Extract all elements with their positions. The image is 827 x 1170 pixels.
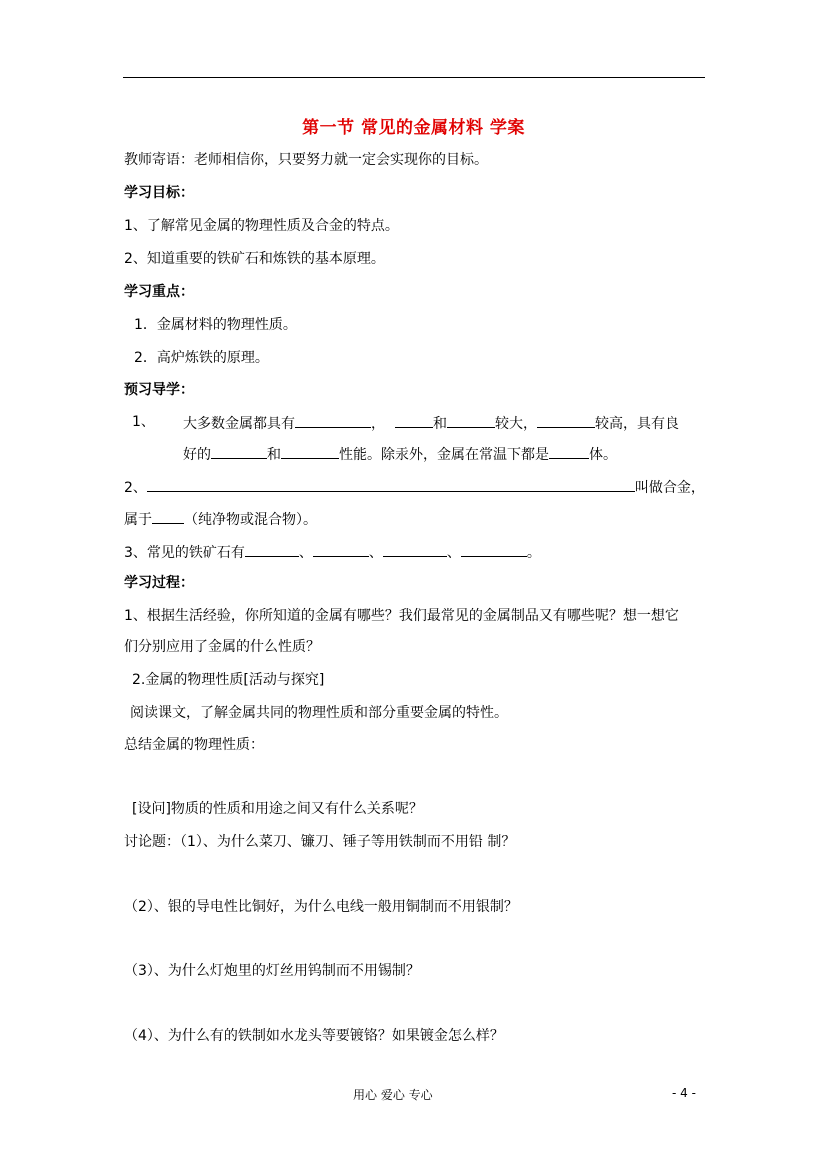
q1-text-c: 和 <box>433 416 447 432</box>
goal-item-2: 2、知道重要的铁矿石和炼铁的基本原理。 <box>124 251 385 267</box>
answer-blank[interactable] <box>549 444 589 459</box>
goals-heading: 学习目标： <box>124 185 194 201</box>
q3-end: 。 <box>526 545 541 561</box>
discussion-2: （2）、银的导电性比铜好，为什么电线一般用铜制而不用银制？ <box>124 899 518 915</box>
q2-text-b: 属于 <box>124 512 152 528</box>
question-prompt: [设问]物质的性质和用途之间又有什么关系呢？ <box>132 801 423 817</box>
answer-blank[interactable] <box>461 542 527 557</box>
process-item-1-line-1: 1、根据生活经验，你所知道的金属有哪些？我们最常见的金属制品又有哪些呢？想一想它 <box>124 608 679 624</box>
q1-line-1 <box>183 413 679 433</box>
q1-text-b: ， <box>371 416 385 432</box>
key-point-1: 1．金属材料的物理性质。 <box>134 317 297 333</box>
key-points-heading: 学习重点： <box>124 284 194 300</box>
q1-text-e: 较高，具有良 <box>595 416 679 432</box>
answer-blank[interactable] <box>147 477 635 492</box>
answer-blank[interactable] <box>395 413 433 428</box>
answer-blank[interactable] <box>281 444 339 459</box>
process-item-2: 2.金属的物理性质[活动与探究] <box>132 672 325 688</box>
page-number: - 4 - <box>672 1086 696 1100</box>
q2-text-c: （纯净物或混合物）。 <box>184 512 317 528</box>
answer-blank[interactable] <box>245 542 299 557</box>
q1-number: 1、 <box>132 414 155 430</box>
reading-instruction: 阅读课文，了解金属共同的物理性质和部分重要金属的特性。 <box>130 705 508 721</box>
header-rule <box>123 77 705 78</box>
q1-text-d: 较大， <box>495 416 537 432</box>
q3-sep: 、 <box>298 545 313 561</box>
page-title: 第一节 常见的金属材料 学案 <box>302 118 525 138</box>
answer-blank[interactable] <box>211 444 267 459</box>
q1-text-h: 性能。除汞外，金属在常温下都是 <box>339 447 549 463</box>
q1-text-i: 体。 <box>589 447 617 463</box>
preview-heading: 预习导学： <box>124 382 194 398</box>
summary-prompt: 总结金属的物理性质： <box>124 737 264 753</box>
answer-blank[interactable] <box>383 542 447 557</box>
discussion-4: （4）、为什么有的铁制如水龙头等要镀铬？如果镀金怎么样？ <box>124 1028 504 1044</box>
answer-blank[interactable] <box>295 413 371 428</box>
q1-text-g: 和 <box>267 447 281 463</box>
teacher-message: 教师寄语：老师相信你，只要努力就一定会实现你的目标。 <box>124 152 488 168</box>
q3-sep: 、 <box>446 545 461 561</box>
q2-line-2 <box>124 509 317 529</box>
footer-motto: 用心 爱心 专心 <box>353 1088 433 1102</box>
q2-number: 2、 <box>124 480 147 496</box>
process-heading: 学习过程： <box>124 575 194 591</box>
q2-text-a: 叫做合金， <box>634 480 705 496</box>
discussion-1: 讨论题：（1）、为什么菜刀、镰刀、锤子等用铁制而不用铅 制？ <box>124 834 516 850</box>
answer-blank[interactable] <box>313 542 369 557</box>
key-point-2: 2．高炉炼铁的原理。 <box>134 350 269 366</box>
q3-sep: 、 <box>368 545 383 561</box>
answer-blank[interactable] <box>537 413 595 428</box>
q1-text-a: 大多数金属都具有 <box>183 416 295 432</box>
answer-blank[interactable] <box>152 509 184 524</box>
discussion-3: （3）、为什么灯炮里的灯丝用钨制而不用锡制？ <box>124 963 420 979</box>
process-item-1-line-2: 们分别应用了金属的什么性质？ <box>124 639 320 655</box>
q1-text-f: 好的 <box>183 447 211 463</box>
answer-blank[interactable] <box>447 413 495 428</box>
q3-line <box>124 542 541 562</box>
goal-item-1: 1、了解常见金属的物理性质及合金的特点。 <box>124 218 399 234</box>
q1-line-2 <box>183 444 617 464</box>
q2-line-1 <box>124 477 705 497</box>
q3-text-a: 3、常见的铁矿石有 <box>124 545 245 561</box>
